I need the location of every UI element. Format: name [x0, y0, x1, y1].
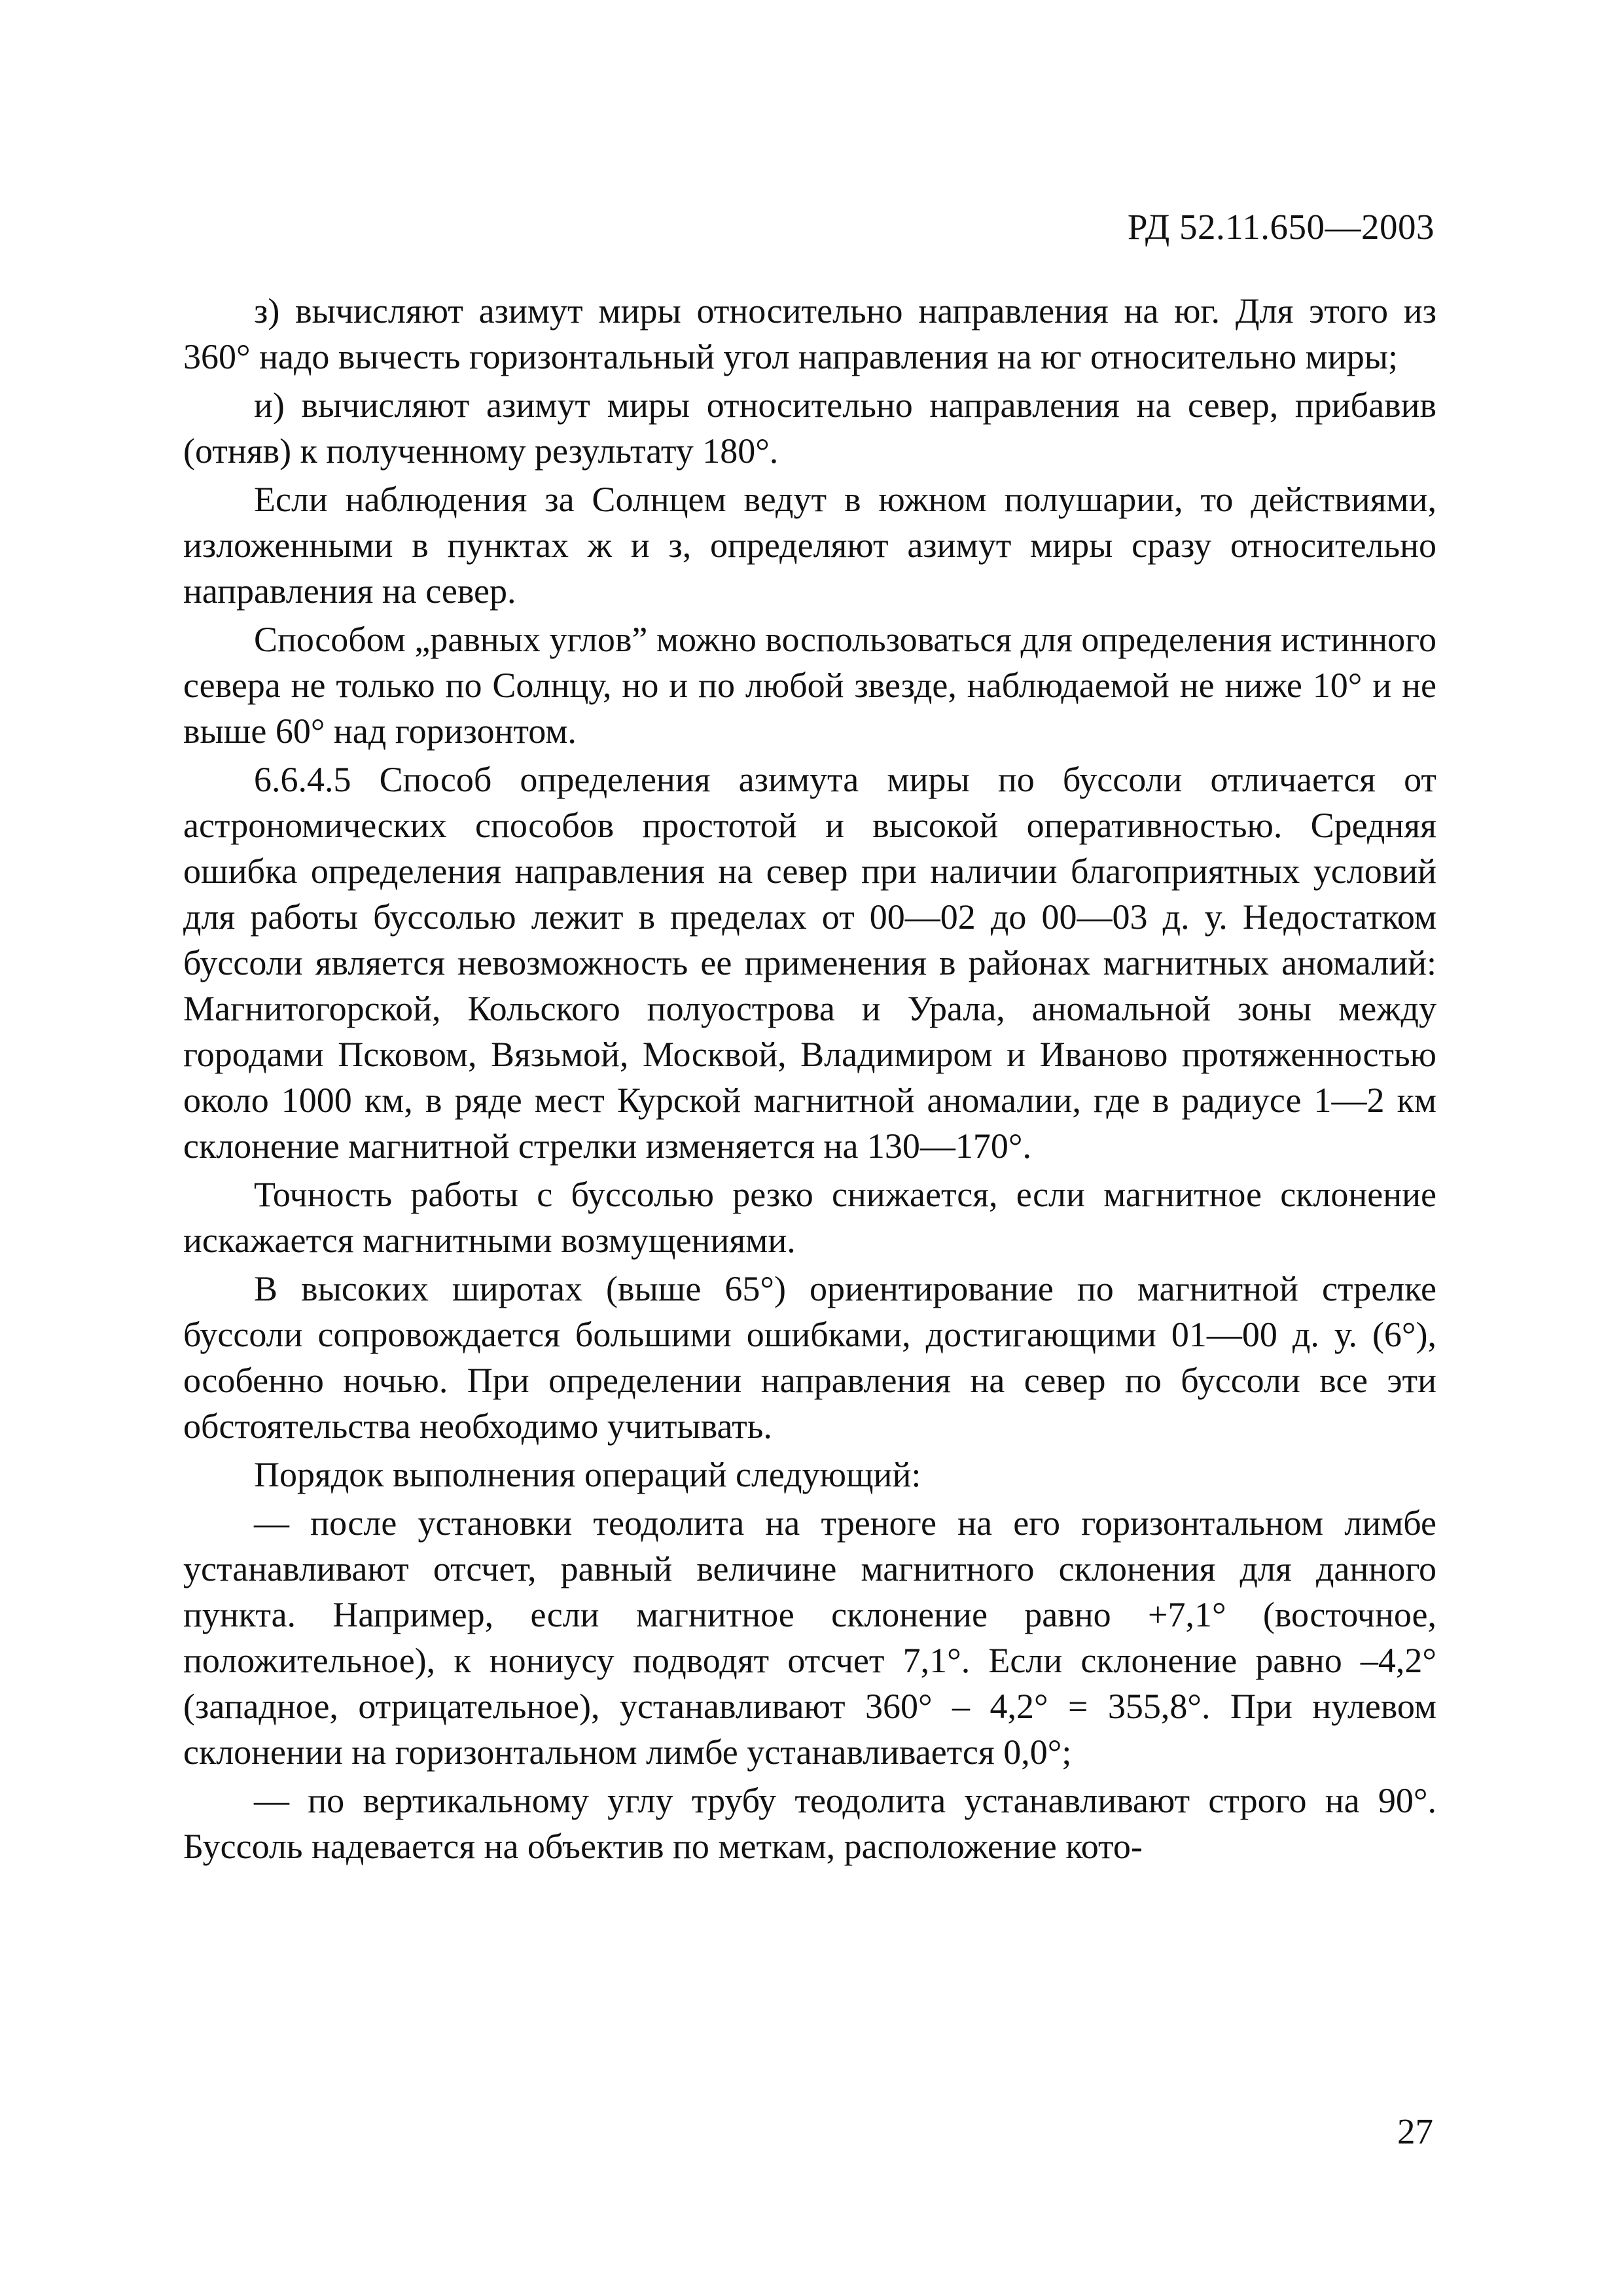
document-code-header: РД 52.11.650—2003 [1127, 207, 1435, 247]
page-number: 27 [1397, 2111, 1433, 2151]
paragraph-step-vertical-angle: — по вертикальному углу трубу теодолита устанавливают строго на 90°. Буссоль надевается на объектив по меткам, расположение кото- [183, 1781, 1436, 1866]
paragraph-section-6-6-4-5: 6.6.4.5 Способ определения азимута миры по буссоли отличается от астрономических способов простотой и высокой оперативностью. Средняя ошибка определения направления на север при наличии благоприятных условий для работы буссолью лежит в пределах от 00—02 до 00—03 д. у. Недостатком буссоли является невозможность ее применения в районах магнитных аномалий: Магнитогорской, Кольского полуострова и Урала, аномальной зоны между городами Псковом, Вязьмой, Москвой, Владимиром и Иваново протяженностью около 1000 км, в ряде мест Курской магнитной аномалии, где в радиусе 1—2 км склонение магнитной стрелки изменяется на 130—170°. [183, 760, 1436, 1166]
paragraph-equal-angles: Способом „равных углов” можно воспользоваться для определения истинного севера не только по Солнцу, но и по любой звезде, наблюдаемой не ниже 10° и не выше 60° над горизонтом. [183, 620, 1436, 751]
paragraph-high-latitudes: В высоких широтах (выше 65°) ориентирование по магнитной стрелке буссоли сопровождается большими ошибками, достигающими 01—00 д. у. (6°), особенно ночью. При определении направления на север по буссоли все эти обстоятельства необходимо учитывать. [183, 1269, 1436, 1446]
paragraph-procedure-intro: Порядок выполнения операций следующий: [254, 1455, 921, 1494]
paragraph-item-z: з) вычисляют азимут миры относительно направления на юг. Для этого из 360° надо вычесть горизонтальный угол направления на юг относительно миры; [183, 291, 1436, 376]
paragraph-southern-hemisphere: Если наблюдения за Солнцем ведут в южном полушарии, то действиями, изложенными в пунктах ж и з, определяют азимут миры сразу относительно направления на север. [183, 480, 1436, 611]
paragraph-step-limb-setting: — после установки теодолита на треноге на его горизонтальном лимбе устанавливают отсчет, равный величине магнитного склонения для данного пункта. Например, если магнитное склонение равно +7,1° (восточное, положительное), к нониусу подводят отсчет 7,1°. Если склонение равно –4,2° (западное, отрицательное), устанавливают 360° – 4,2° = 355,8°. При нулевом склонении на горизонтальном лимбе устанавливается 0,0°; [183, 1503, 1436, 1772]
paragraph-accuracy: Точность работы с буссолью резко снижается, если магнитное склонение искажается магнитными возмущениями. [183, 1175, 1436, 1260]
paragraph-item-i: и) вычисляют азимут миры относительно направления на север, прибавив (отняв) к полученному результату 180°. [183, 386, 1436, 471]
text-body [183, 288, 1436, 1872]
